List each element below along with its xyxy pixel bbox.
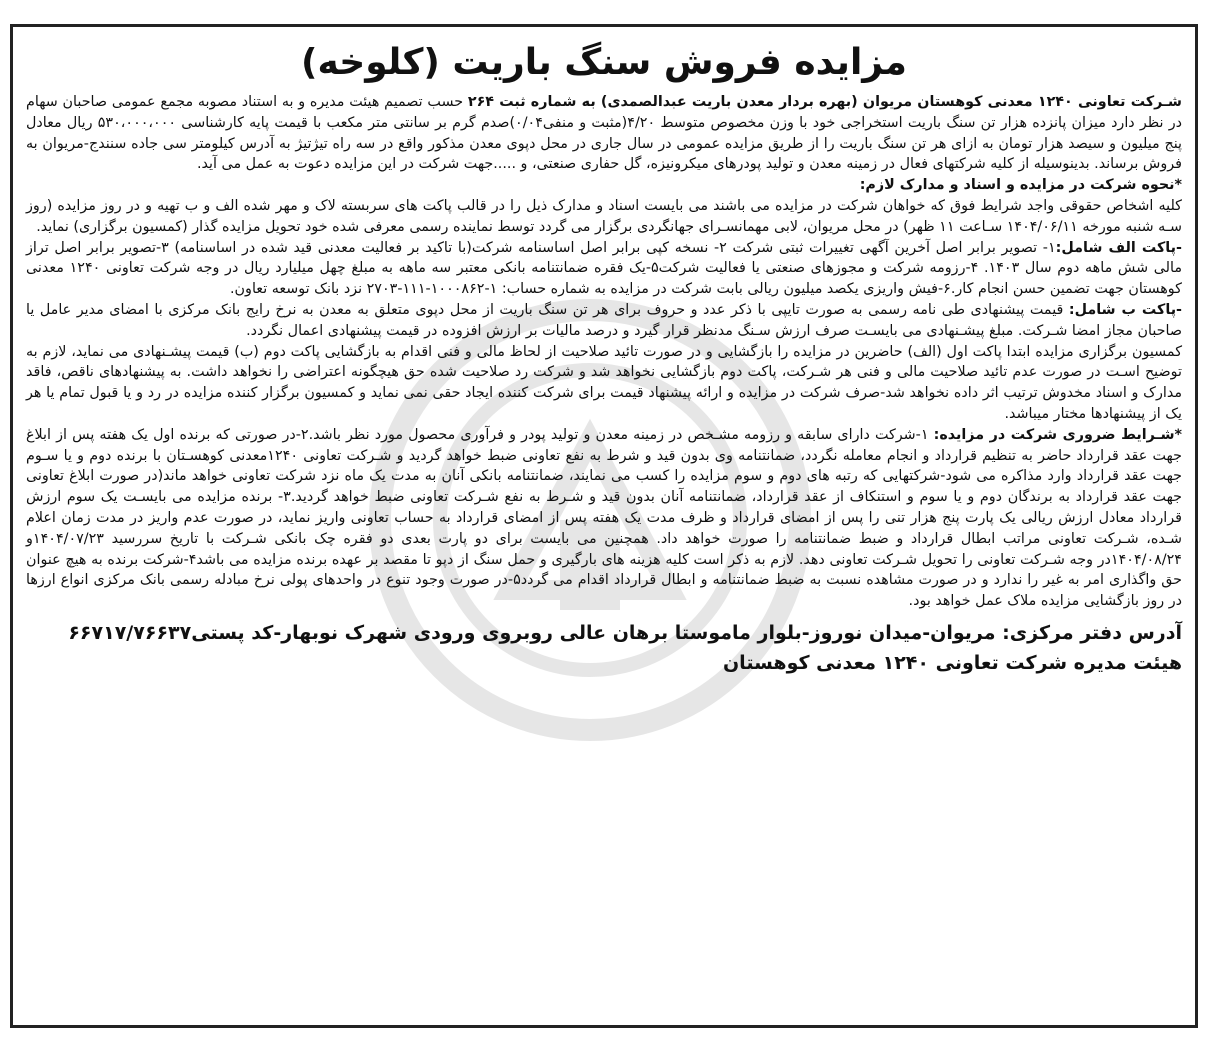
intro-lead: شـرکت تعاونی ۱۲۴۰ معدنی کوهستان مریوان (بهره بردار معدن باریت عبدالصمدی) به شماره ثبت ۲۶۴ (467, 94, 1182, 110)
intro-text: حسب تصمیم هیئت مدیره و به استناد مصوبه مجمع عمومی صاحبان سهام در نظر دارد میزان پانزده هزار تن سنگ باریت استخراجی خود با وزن مخصوص متوسط ۴/۲۰(مثبت و منفی۰/۰۴)صدم گرم بر سانتی متر مکعب با قیمت پایه کارشناسی ۵۳۰،۰۰۰،۰۰۰ ریال معادل پنج میلیون و سیصد هزار تومان به ازای هر تن سنگ باریت را از طریق مزایده عمومی در سال جاری در محل دپوی معدن مذکور واقع در سه راه تیژتیژ به آدرس کیلومتر سی جاده سنندج-مریوان به فروش برساند. بدینوسیله از کلیه شرکتهای فعال در زمینه معدن و تولید پودرهای میکرونیزه، گل حفاری صنعتی، و .....جهت شرکت در این مزایده دعوت به عمل می آید. (26, 94, 1182, 173)
packet-b-text: قیمت پیشنهادی طی نامه رسمی به صورت تایپی با ذکر عدد و حروف برای هر تن سنگ باریت از محل دپوی متعلق به معدن به نرخ رایج بانک مرکزی با امضای مدیر عامل یا صاحبان مجاز امضا شـرکت. مبلغ پیشـنهادی می بایسـت صرف ارزش سـنگ مدنظر قرار گیرد و درصد مالیات بر ارزش افزوده در قیمت پیشنهادی اعمال نگردد. (26, 301, 1182, 339)
intro-paragraph (26, 92, 1182, 175)
packet-a-label: -پاکت الف شامل: (1055, 239, 1182, 256)
conditions-paragraph (26, 425, 1182, 612)
participation-heading: *نحوه شرکت در مزایده و اسناد و مدارک لازم: (859, 177, 1182, 194)
commission-paragraph: کمسیون برگزاری مزایده ابتدا پاکت اول (الف) حاضرین در مزایده را بازگشایی و در صورت تائید صلاحیت از لحاظ مالی و فنی اقدام به بازگشایی پاکت دوم (ب) قیمت پیشـنهادی می نماید، لازم به توضیح اسـت در صورت عدم تائید صلاحیت مالی و فنی هر شـرکت، پاکت دوم بازگشایی نخواهد شد و شرکت رد صلاحیت شده حق هیچگونه اعتراضی را نخواهد داشت. به پیشنهادهای ناقص، فاقد مدارک و اسناد مخدوش ترتیب اثر داده نخواهد شد-صرف شرکت در مزایده و ارائه پیشنهاد قیمت برای شرکت کننده ایجاد حقی نمی نماید و کمسیون برگزار کننده مزایده در رد و یا قبول تمام یا هر یک از پیشنهادها مختار میباشد. (26, 343, 1182, 422)
board-signature: هیئت مدیره شرکت تعاونی ۱۲۴۰ معدنی کوهستان (722, 651, 1182, 674)
packet-a-text: ۱- تصویر برابر اصل آخرین آگهی تغییرات ثبتی شرکت ۲- نسخه کپی برابر اصل اساسنامه شرکت(با تاکید بر فعالیت معدنی قید شده در اساسنامه) ۳-تصویر برابر اصل تراز مالی شش ماهه دوم سال ۱۴۰۳. ۴-رزومه شرکت و مجوزهای صنعتی یا فعالیت شرکت۵-یک فقره ضمانتنامه بانکی معتبر سه ماهه به مبلغ چهل میلیارد ریال در وجه شرکت تعاونی ۱۲۴۰ معدنی کوهستان جهت تضمین حسن انجام کار.۶-فیش واریزی یکصد میلیون ریالی بابت شرکت در مزایده به شماره حساب: ۱-۱۰۰۰۸۶۲-۱۱۱-۲۷۰۳ نزد بانک توسعه تعاون. (26, 239, 1183, 298)
conditions-text: ۱-شرکت دارای سابقه و رزومه مشـخص در زمینه معدن و تولید پودر و فرآوری محصول مورد نظر باشد.۲-در صورتی که برنده اول یک هفته پس از ابلاغ جهت عقد قرارداد حاضر به تنظیم قرارداد و انجام معامله نگردد، ضمانتنامه وی بدون قید و شرط به نفع تعاونی ضبط خواهد گردید و شـرکت تعاونی ۱۲۴۰معدنی کوهسـتان با برنده دوم و یا سـوم جهت عقد قرارداد وارد مذاکره می شود-شرکتهایی که رتبه های دوم و سوم مزایده را کسب می نمایند، ضمانتنامه بانکی آنان به مدت یک ماه نزد شرکت تعاونی خواهد ماند(در صورت ابلاغ تعاونی جهت عقد قرارداد به برندگان دوم و یا سوم و استنکاف از عقد قرارداد، ضمانتنامه آنان بدون قید و شـرط به نفع شـرکت تعاونی ضبط خواهد گردید.۳- برنده مزایده می بایسـت یک سوم ارزش قرارداد معادل ارزش ریالی یک پارت پنج هزار تنی را پس از امضای قرارداد و ظرف مدت یک هفته پس از امضای قرارداد به حساب تعاونی واریز نماید، در صورت عدم واریز در مدت زمان اعلام شـده، شـرکت تعاونی مراتب ابطال قرارداد و ضبط ضمانتنامه را صورت خواهد داد. همچنین می بایست برای دو پارت بعدی دو فقره چک بانکی شـرکت با تاریخ سررسید ۱۴۰۴/۰۷/۲۳و ۱۴۰۴/۰۸/۲۴در وجه شـرکت تعاونی را تحویل شـرکت تعاونی دهد. لازم به ذکر است کلیه هزینه های بارگیری و حمل سنگ از دپو تا مقصد بر عهده برنده مزایده می باشد۴-شرکت برنده به هیچ عنوان حق واگذاری امر به غیر را ندارد و در صورت مشاهده نسبت به ضبط ضمانتنامه و ابطال قرارداد اقدام می گردد۵-در صورت وجود تنوع در واحدهای پولی نرخ مبادله رسمی بانک مرکزی انواع ارزها در روز بازگشایی مزایده ملاک عمل خواهد بود. (26, 426, 1183, 610)
packet-b-paragraph (26, 300, 1182, 342)
participation-text: کلیه اشخاص حقوقی واجد شرایط فوق که خواهان شرکت در مزایده می باشند می بایست اسناد و مدارک ذیل را در قالب پاکت های سربسته لاک و مهر شده الف و ب تهیه و در روز مزایده (روز سـه شنبه مورخه ۱۴۰۴/۰۶/۱۱ سـاعت ۱۱ ظهر) در محل مریوان، لابی مهمانسـرای جهانگردی برگزار می گردد توسط نماینده رسمی معرفی شده خود تحویل مزایده گذار (کمسیون برگزاری) نماید. (26, 197, 1182, 235)
conditions-label: *شـرایط ضروری شرکت در مزایده: (933, 426, 1182, 443)
packet-a-paragraph (26, 238, 1182, 300)
office-address: آدرس دفتر مرکزی: مریوان-میدان نوروز-بلوار ماموستا برهان عالی روبروی ورودی شهرک نوبهار-کد پستی۶۶۷۱۷/۷۶۶۳۷ (68, 621, 1182, 644)
auction-notice (18, 30, 1190, 1022)
notice-title: مزایده فروش سنگ باریت (کلوخه) (301, 42, 907, 83)
packet-b-label: -پاکت ب شامل: (1068, 301, 1182, 318)
